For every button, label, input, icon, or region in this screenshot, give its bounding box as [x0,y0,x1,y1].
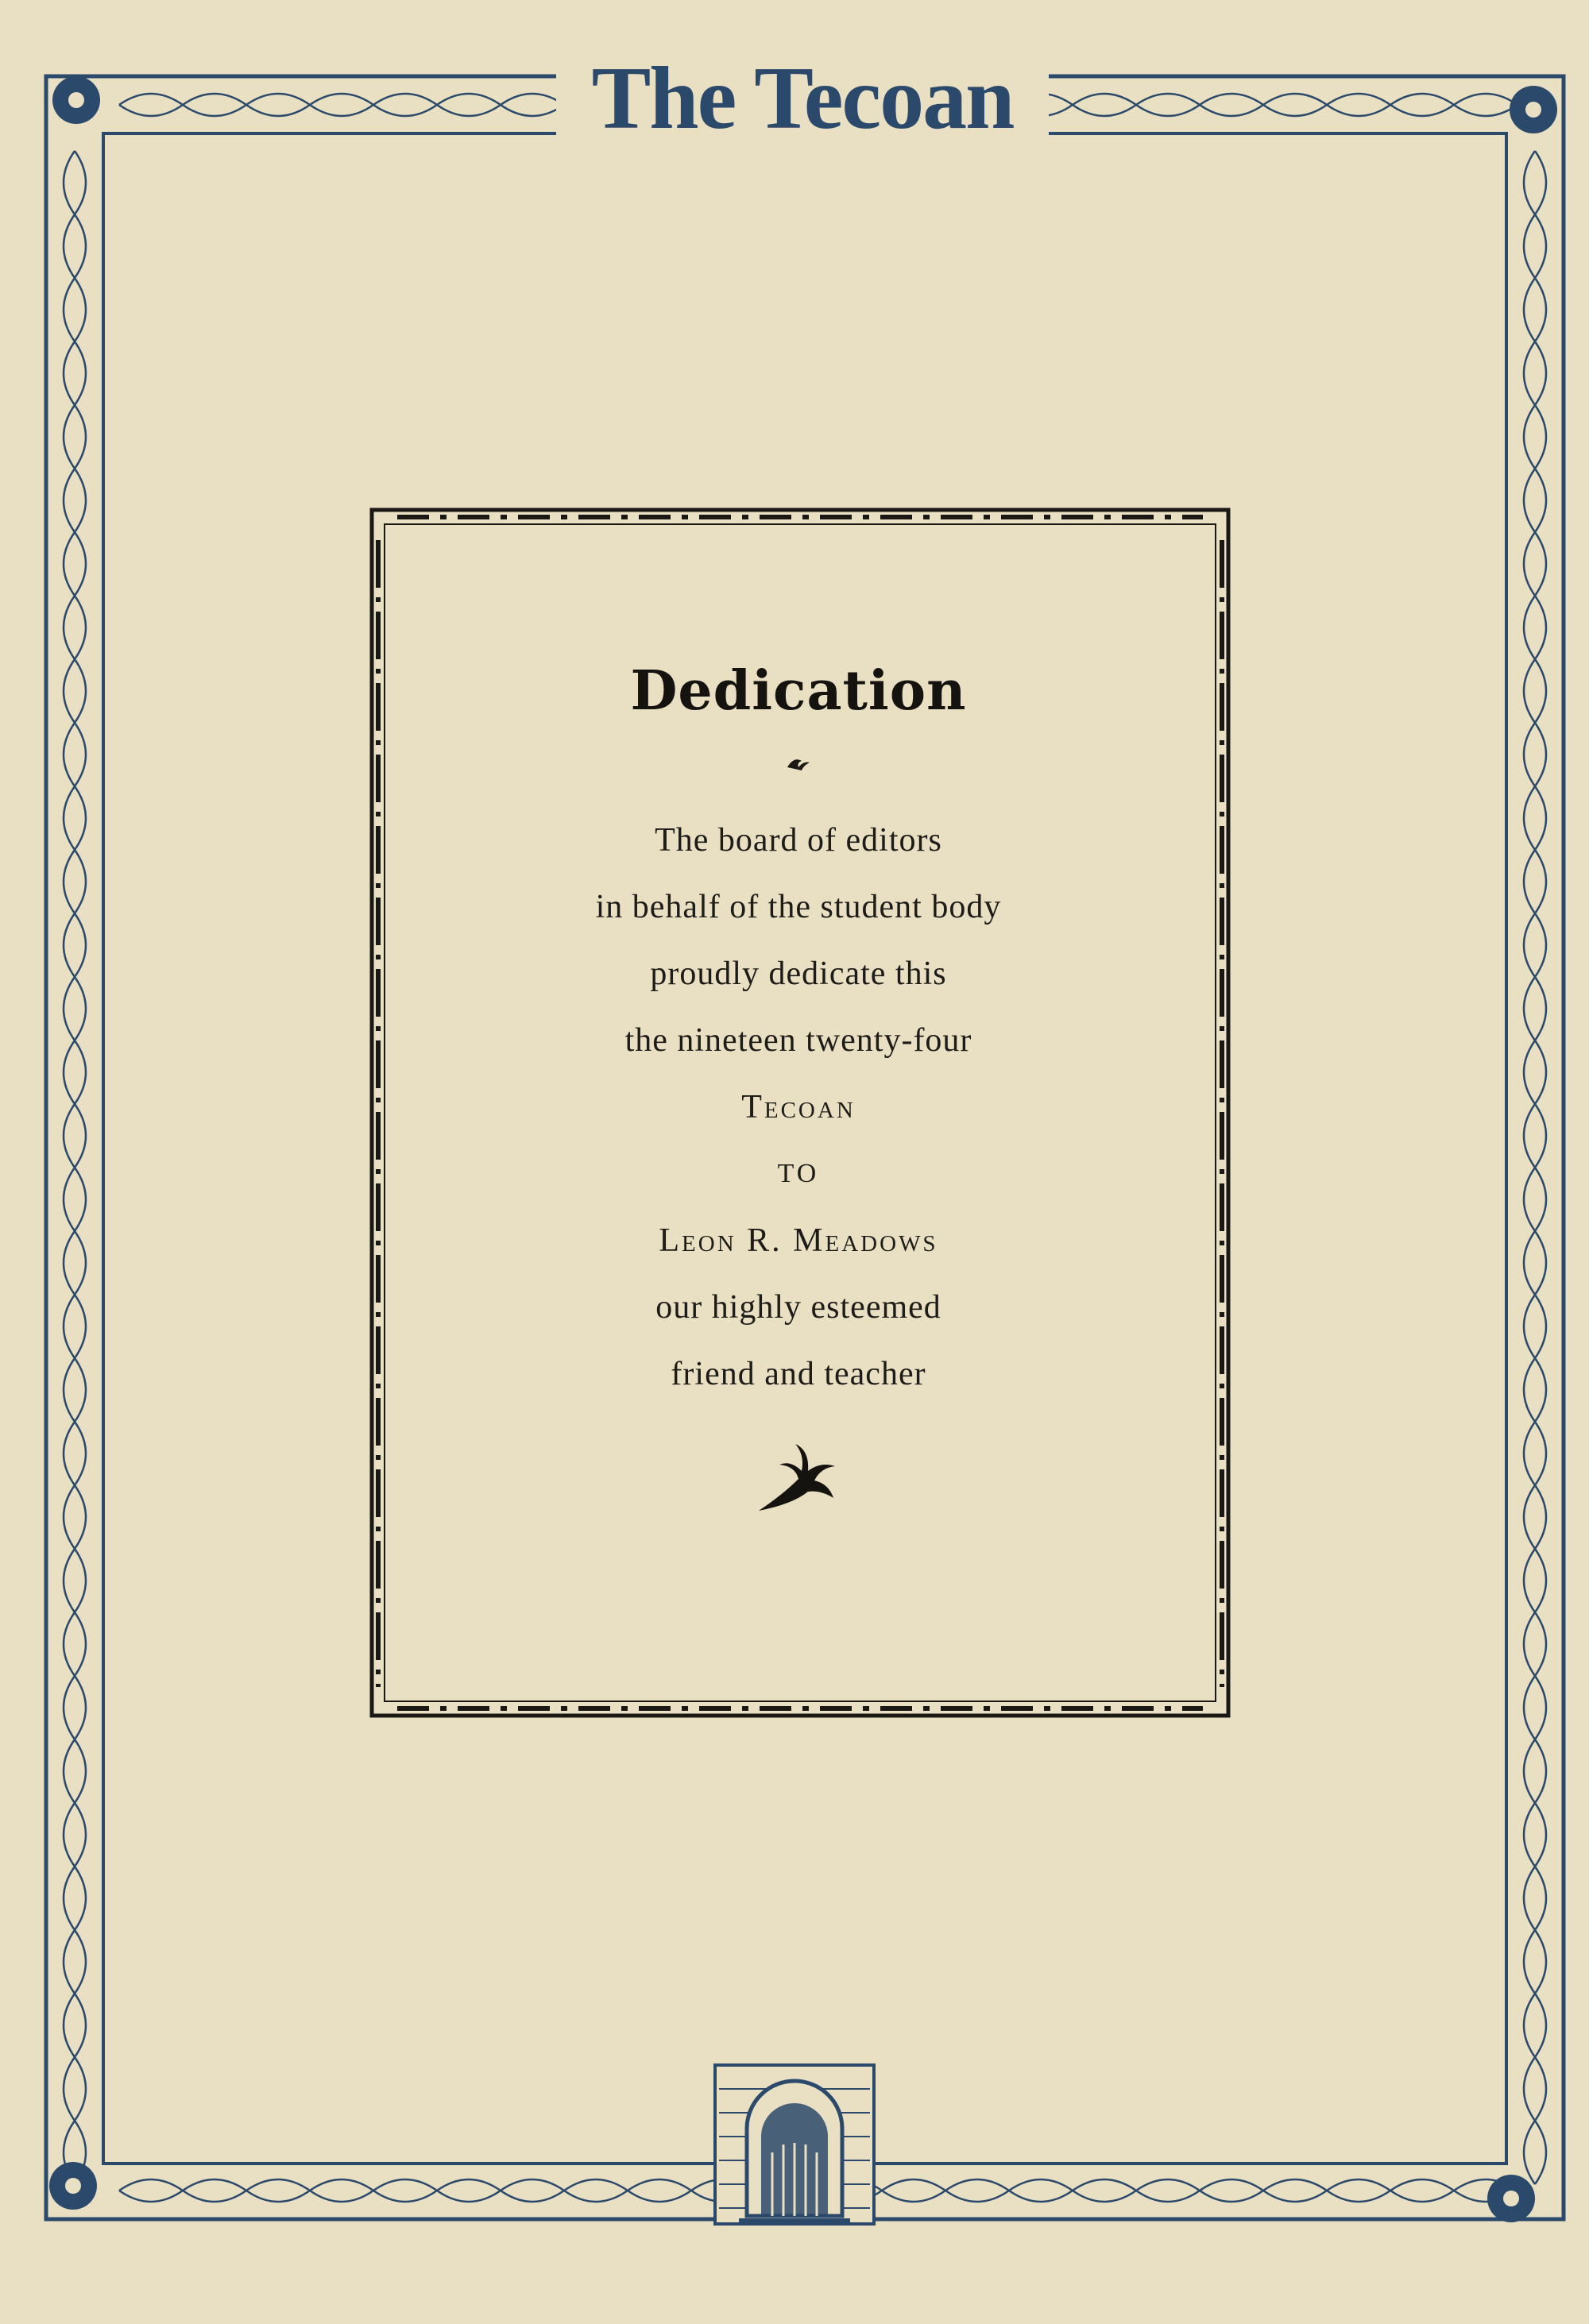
dedication-line-8: our highly esteemed [655,1289,941,1326]
dedication-heading: Dedication [630,659,967,723]
dedication-to: TO [777,1159,820,1188]
dedication-line-9: friend and teacher [671,1356,926,1392]
dedication-line-3: proudly dedicate this [650,955,947,992]
dedicatee-name: Leon R. Meadows [659,1222,938,1259]
dedication-line-4: the nineteen twenty-four [624,1022,972,1059]
masthead-title: The Tecoan [556,54,1049,143]
yearbook-name: Tecoan [741,1089,856,1125]
dedication-line-1: The board of editors [655,822,942,859]
floral-sprig-icon [751,1439,846,1519]
dedication-block [397,659,1200,1519]
dedication-line-2: in behalf of the student body [595,889,1002,925]
fleuron-icon [783,750,814,774]
